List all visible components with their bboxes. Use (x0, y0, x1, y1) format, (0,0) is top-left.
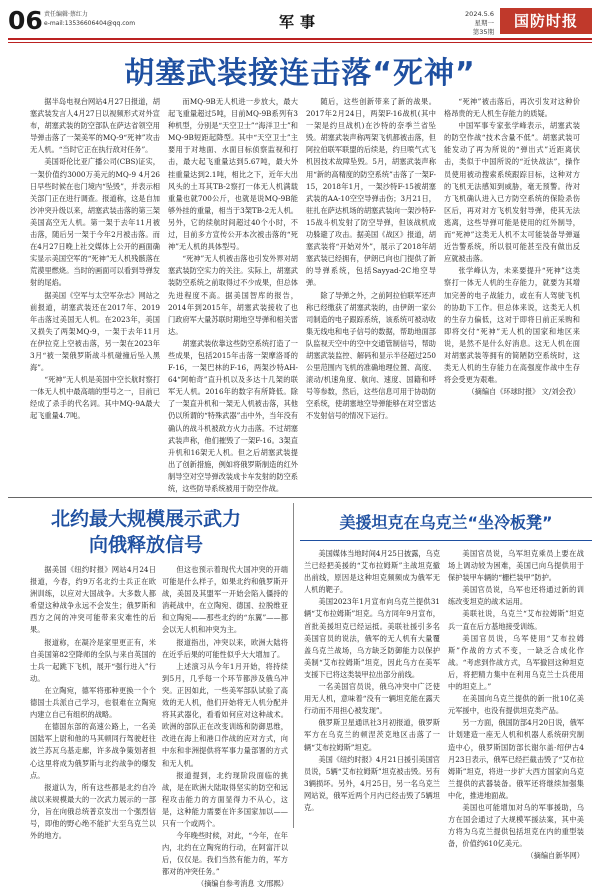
us-aid-headline-rule (300, 540, 592, 541)
us-aid-paragraph: 另一方面，俄国防部4月20日说，俄军计划建造一座无人机和机器人系统研究制造中心，俄罗斯国防部长谢尔盖·绍伊古4月23日表示，俄军已经拦截击毁了“艾布拉姆斯”坦克，将进一步扩大西方国家向乌克兰提供的武器装备。俄军还将继续加强集中化，推进地面战。 (448, 718, 584, 800)
us-aid-paragraph: 美国媒体当地时间4月25日披露，乌克兰已经把美援的“艾布拉姆斯”主战坦克撤出前线，原因是这种坦克频频成为俄军无人机的靶子。 (304, 549, 440, 595)
nato-paragraph: 但这也预示着现代大国冲突的开端可能是什么样子，如果北约和俄罗斯开战，美国及其盟军一开始会陷入僵持的消耗战中，在立陶宛、德国、拉脱维亚和立陶宛——那些北约的“东翼”——都会以无人机和冲突为主。 (162, 565, 288, 635)
nato-paragraph: 上述演习从今年1月开始，将持续到5月，几乎每一个环节都涉及俄乌冲突。正因如此，一些美军部队试验了高效的无人机，他们开始将无人机分配并将其武器化，看看如何应对这种战术。欧洲的部队正在改变训练和防御思维，改进在海上和港口作战的应对方式，向中东和非洲提供将军事力量部署的方式和无人机。 (162, 661, 288, 768)
section-divider (8, 497, 592, 498)
lead-paragraph: “死神”被击落后，再次引发对这种价格昂贵的无人机生存能力的质疑。 (444, 97, 580, 119)
us-aid-column-1 (304, 548, 440, 826)
section-title: 军事 (278, 13, 321, 31)
lead-column-3 (306, 96, 436, 490)
nato-column-1 (30, 564, 156, 841)
us-aid-headline: 美援坦克在乌克兰“坐冷板凳” (339, 513, 553, 532)
lead-paragraph: “死神”无人机被击落也引发外界对胡塞武装防空实力的关注。实际上，胡塞武装防空系统之前取得过不少成果，但总体先进程度不高。据美国智库的报告，2014年到2015年，胡塞武装接收了也门政府军大量苏联时期地空导弹和相关雷达。 (168, 254, 298, 336)
nato-headline-line1: 北约最大规模展示武力 (50, 508, 241, 530)
nato-headline (8, 506, 284, 558)
us-aid-paragraph: 美联社说，乌克兰“艾布拉姆斯”坦克兵一直在后方基地接受训练。 (448, 609, 584, 631)
editor-name: 责任编辑·蔡红力 (44, 11, 88, 18)
us-aid-paragraph: 美国官员说，乌军使用“艾布拉姆斯”作战的方式不变，一缺乏合成化作战。“考虑到作战方式，乌军撤回这种坦克后，将把精力集中在利用乌克兰士兵使用中的坦克上。” (448, 633, 584, 692)
weekday-text: 星期一 (474, 19, 494, 27)
issue-number-text: 第35期 (472, 28, 494, 36)
brand-logo: 国防时报 (500, 8, 592, 34)
masthead-rule-thin (8, 42, 592, 43)
us-aid-paragraph: 美国官员说，乌军也还将通过新的训练改变坦克的战术运用。 (448, 585, 584, 607)
us-aid-paragraph: 美国2023年1月宣布向乌克兰提供31辆“艾布拉姆斯”坦克。乌方同年9月宣布，首批美援坦克已经运抵。美联社援引多名美国官员的说法，俄军的无人机有大量覆盖乌克兰战场，乌方缺乏防御能力以保护美制“艾布拉姆斯”坦克，因此乌方在美军支援下已将这类装甲拉出部分前线。 (304, 597, 440, 679)
lead-paragraph: “死神”无人机是美国中空长航时察打一体无人机中最高端的型号之一，目前已经成了杀手的代名词。其中MQ-9A最大起飞重量4.7吨。 (30, 375, 160, 421)
nato-credit: （摘编自参考消息 文/邢熙） (197, 879, 288, 889)
lead-paragraph: 除了导弹之外，之前阿拉伯联军还声称已经缴获了胡塞武装的，由伊朗一家公司制造的电子跟踪系统，该系统可被动收集无线电和电子信号的数据，帮助地面部队监视天空中的空中交通管制信号，帮助胡塞武装监控、解码和显示半径超过250公里范围内飞机的准确地理位置、高度、滚动/机速角度、航向、速度、国籍和呼号等参数，然后，这些信息可用于协助防空系统，使胡塞地空导弹能够在对空雷达不发射信号的情况下运行。 (306, 290, 436, 421)
us-aid-paragraph: 俄罗斯卫星通讯社3月初报道，俄罗斯军方在乌克兰的顿涅茨克地区击落了一辆“艾布拉姆斯”坦克。 (304, 718, 440, 752)
nato-paragraph: 在立陶宛，德军将那种更换一个个德国士兵派自己学习，也很难在立陶宛内建立自己有组织的战略。 (30, 685, 156, 720)
editor-email: e-mail:13536606404@qq.com (44, 20, 136, 27)
lead-paragraph: 张学峰认为，未来要提升“死神”这类察打一体无人机的生存能力，就要为其增加完善的电子战能力，或在有人驾驶飞机的协助下工作。但总体来说，这类无人机的生存力偏低，这对于即将日前正采购和即将交付“死神”无人机的国家和地区来说，是然不是什么好消息。这无人机在面对胡塞武装等拥有的简陋防空系统时，这类无人机的生存能力在高强度作战中生存将会受更为艰难。 (444, 266, 580, 385)
us-aid-column-2 (448, 548, 584, 861)
lead-paragraph: 随后，这些创新带来了新的战果。2017年2月24日，两架F-16战机(其中一架是约旦战机)在沙特的奈季兰省坠毁。胡塞武装声称两架飞机都被击落，但阿拉伯联军联盟的后续是，约旦喷气式飞机因技术故障坠毁。5月，胡塞武装声称用“新的高精度的防空系统”击落了一架F-15，2018年1月，一架沙特F-15被胡塞武装的AA-10空空导弹击伤；3月21日，驻扎在萨达机场的胡塞武装向一架沙特F-15战斗机发射了防空导弹，但该战机成功躲避了攻击。据美国《战区》报道，胡塞武装将“开始对外”，展示了2018年胡塞武装已经拥有，伊朗已向也门提供了新的导弹系统，包括Sayyad-2C地空导弹。 (306, 97, 436, 288)
lead-paragraph: 中国军事专家张学峰表示，胡塞武装的防空作战“技术含量不低”。胡塞武装可能发动了再为所说的“弹出式”近距离伏击，类似于中国所说的“近快战法”，操作员使用被动搜索系统跟踪目标，这种对方的飞机无法感知到威胁，毫无预警。待对方飞机确认进入已方防空系统的保险杀伤区后，再对对方飞机发射导弹，使其无法逃离，这些导弹可能是使用的红外制导，而“死神”这类无人机不太可能装备导弹逼近告警系统，所以很可能甚至没有做出反应就被击落。 (444, 121, 580, 264)
lead-credit: （摘编自《环球时报》 文/刘会孜） (467, 387, 580, 397)
nato-paragraph: 今年晚些时候，对此，“今年，在年内，北约在立陶宛的行动，在阿富汗以后，仅仅是。我们当然有能力的，军方都对的冲突任务。” (162, 831, 288, 877)
lead-headline: 胡塞武装接连击落“死神” (124, 56, 476, 91)
us-aid-paragraph: 在美国向乌克兰提供的新一批10亿美元军援中，也没有提供坦克类产品。 (448, 694, 584, 716)
issue-date (465, 10, 494, 37)
masthead (8, 8, 592, 38)
masthead-rule (8, 38, 592, 40)
nato-paragraph: 据美国《纽约时报》网站4月24日报道，今春，约9万名北约士兵正在欧洲训练，以应对大国战争。大多数人都希望这种战争永远不会发生；俄罗斯和西方之间的冲突可能带来灾难性的后果。 (30, 565, 156, 635)
us-aid-paragraph: 一名美国官员说，俄乌冲突中广泛使用无人机，意味着“没有一辆坦克能在露天行动而不用担心被发现”。 (304, 682, 440, 716)
page-number: 06 (8, 6, 43, 35)
us-aid-paragraph: 美国《纽约时报》4月21日援引美国官员说，5辆“艾布拉姆斯”坦克被击毁。另有3辆损坏。另外，4月25日，另一名乌克兰网站说，俄军近两个月内已经击毁了5辆坦克。 (304, 754, 440, 812)
lead-column-1 (30, 96, 160, 490)
nato-paragraph: 报道提到，北约现阶段面临的挑战，是在欧洲大陆取得坚实的防空和远程攻击能力的方面显得力不从心，这是，这种能力需要在许多国家加以——只有一个或两个。 (162, 770, 288, 828)
nato-paragraph: 在德国东部的高速公路上，一名美国陆军上尉和他的马其顿同行驾驶赶往波兰苏瓦乌基走廊，许多战争策划者担心这里将成为俄罗斯与北约战争的爆发点。 (30, 722, 156, 780)
lead-column-2 (168, 96, 298, 493)
us-aid-credit: （摘编自新华网） (526, 851, 584, 861)
lead-paragraph: 而MQ-9B无人机进一步放大，最大起飞重量超过5吨，目前MQ-9B系列有3种机型，分别是“天空卫士”“海洋卫士”和MQ-9B短距起降型。其中“天空卫士”主要用于对地面、水面目标侦察监视和打击，最大起飞重量达到5.67吨，最大外挂重量达到2.1吨，相比之下，近年大出风头的土耳其TB-2察打一体无人机满载重量也就700公斤，也就是说MQ-9B能够外挂的重量，相当于3架TB-2无人机。另外，它的续航时间超过40个小时，不过，目前多方宣传公开本次被击落的“死神”无人机的具体型号。 (168, 97, 298, 252)
us-aid-paragraph: 美国也可能增加对乌的军事援助，乌方在国会通过了大规模军援法案，其中美方将为乌克兰提供包括坦克在内的重型装备，价值约610亿美元。 (448, 802, 584, 849)
date-text: 2024.5.6 (465, 10, 494, 18)
nato-paragraph: 报道认为，所有这些都是北约自冷战以来规模最大的一次武力展示的一部分，旨在向俄总统普京发出一个强烈信号，即他的野心绝不能扩大至乌克兰以外的地方。 (30, 782, 156, 841)
nato-column-2 (162, 564, 288, 889)
nato-headline-line2: 向俄释放信号 (88, 534, 203, 556)
lead-paragraph: 胡塞武装依靠这些防空系统打造了一些成果，包括2015年击落一架摩洛哥的F-16，一架巴林的F-16，两架沙特AH-64“阿帕奇”直升机以及多达十几架的联军无人机。2016年的数字有所降低。除了一架直升机和一架无人机被击落，其他仍以所谓的“特殊武器”击中外，当年没有确认的战斗机被敌方火力击落。不过胡塞武装声称，他们摧毁了一架F-16。3架直升机和16架无人机。但之后胡塞武装提出了创新措施，例如将俄罗斯制造的红外制导空对空导弹改装成卡车发射的防空系统，这些防导系统被用于防空作战。 (168, 338, 298, 493)
nato-paragraph: 报道称，在凝冷是家里更正有，米自美国第82空降师的全队与来自英国的士兵一起跳下飞机，展开“强行进入”行动。 (30, 637, 156, 683)
nato-paragraph: 报道指出，冲突以来，欧洲大陆将在近乎后果的可能性似乎大大增加了。 (162, 637, 288, 659)
lead-paragraph: 据半岛电视台网站4月27日报道，胡塞武装发言人4月27日以视频形式对外宣布，胡塞武装的防空部队在萨达省领空用导弹击落了一架美军的MQ-9“死神”攻击无人机。“当时它正在执行敌对任务”。 (30, 97, 160, 155)
lead-column-4 (444, 96, 580, 490)
column-divider (293, 503, 294, 828)
lead-paragraph: 美国哥伦比亚广播公司(CBS)证实，一架价值约3000万美元的MQ-9 4月26日早些时候在也门境内“坠毁”，并表示相关部门正在进行调查。报道称，这是自加沙冲突升级以来，胡塞武装击落的第三架美国高空无人机。第一架于去年11月被击落，随后另一架于今年2月被击落。而在4月27日晚上社交媒体上公开的画面确实显示美国空军的“死神”无人机残骸落在荒漠里燃烧。当时的画面可以看到导弹发射的尾焰。 (30, 157, 160, 288)
lead-paragraph: 据美国《空军与太空军杂志》网站之前报道，胡塞武装还在2017年、2019年击落过美国无人机。在2023年，美国又损失了两架MQ-9，一架于去年11月在伊拉克上空被击落，另一架在2023年3月“被一架俄罗斯战斗机碰撞后坠入黑海”。 (30, 290, 160, 373)
us-aid-paragraph: 美国官员说，乌军坦克乘员上要在战场上调动较为困难，美国已向乌提供用于保护装甲车辆的“栅栏装甲”防护。 (448, 549, 584, 583)
